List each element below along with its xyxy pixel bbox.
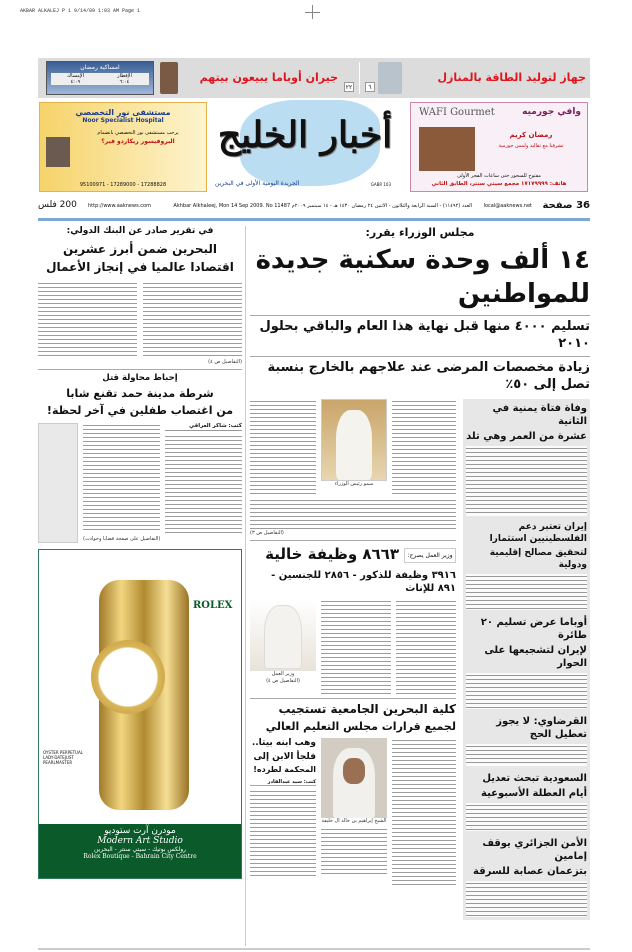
- main-area: [250, 226, 590, 920]
- print-slug: AKBAR ALKALEJ P 1 9/14/09 1:03 AM Page 1: [20, 8, 141, 14]
- ramadan-box: امساكية رمضان الإفطار ٦:٠٤ الإمساك ٤:٠٩: [46, 61, 154, 95]
- brief-item[interactable]: الأمن الجزائري يوقف إمامين بتزعمان عصابة للسرقة: [466, 837, 587, 917]
- bahrain-story: [38, 226, 242, 366]
- police-headline: من اغتصاب طفلين في آخر لحظة!: [46, 404, 234, 418]
- info-bar: [38, 200, 590, 214]
- teaser-page: ٦: [365, 82, 375, 92]
- promo-box: [38, 423, 78, 543]
- jobs-subheadline: ٣٩١٦ وظيفة للذكور - ٢٨٥٦ للجنسين - ٨٩١ للإناث: [271, 569, 456, 594]
- byline: كتب: شاكر العراقي: [165, 423, 242, 431]
- email-link[interactable]: local@aaknews.net: [483, 203, 532, 209]
- teaser-photo: [378, 62, 402, 94]
- header-rule: [38, 218, 590, 221]
- lead-story: [250, 226, 590, 393]
- page-count: 36 صفحة: [542, 200, 590, 211]
- wafi-photo: [419, 127, 475, 171]
- teaser-headline[interactable]: جهاز لتوليد الطاقة بالمنازل: [437, 71, 586, 84]
- crop-mark: [305, 12, 320, 13]
- bottom-rule: [38, 948, 590, 950]
- college-headline[interactable]: كلية البحرين الجامعية تستجيب: [278, 701, 456, 716]
- byline: كتب: سيد عبدالقادر: [250, 779, 316, 787]
- rolex-ad[interactable]: ROLEX OYSTER PERPETUAL LADY-DATEJUST PEARLMASTER مودرن آرت ستوديو Modern Art Studio رولكس بوتيك - سيتي سنتر - البحرين Rolex Boutique - Bahrain City Centre: [38, 549, 242, 879]
- college-headline: لجميع قرارات مجلس التعليم العالي: [265, 719, 456, 733]
- more-link[interactable]: (التفاصيل ص ٤): [208, 358, 242, 365]
- teaser-bar: [38, 58, 590, 98]
- wafi-ad[interactable]: WAFI Gourmet وافي جورميه رمضان كريم تشرفنا مع تقاليد ولمس جورمية مفتوح للسحور حتى ساعات الفجر الأولى هاتف: ١٧١٧٩٩٩٩ مجمع سيتي سنتر، الطابق الثاني: [410, 102, 588, 192]
- college-body: [392, 738, 456, 888]
- more-link[interactable]: (التفاصيل على صفحة قضايا وحوادث): [83, 535, 161, 542]
- photo-caption: وزير العمل: [271, 670, 295, 677]
- brief-item[interactable]: وفاة فتاة يمنية في الثانية عشرة من العمر وهي تلد: [466, 402, 587, 516]
- lead-kicker: مجلس الوزراء يقرر:: [365, 226, 475, 239]
- photo-caption: الشيخ إبراهيم بن خالد آل خليفة: [321, 817, 387, 824]
- teaser-page: ٢٢: [345, 84, 353, 91]
- more-link[interactable]: (التفاصيل ص ٣): [250, 530, 284, 537]
- brief-item[interactable]: القرضاوي: لا يجوز تعطيل الحج: [466, 715, 587, 766]
- masthead-title: أخبار الخليج: [217, 114, 393, 156]
- more-link[interactable]: (التفاصيل ص ٤): [266, 677, 300, 684]
- photo-caption: سمو رئيس الوزراء: [334, 481, 374, 488]
- lead-body: [392, 399, 456, 495]
- police-story: [38, 373, 242, 419]
- price: 200 فلس: [38, 200, 77, 210]
- hospital-ad[interactable]: مستشفى نور التخصصي Noor Specialist Hospital يرحب مستشفى نور التخصصي بانضمام البروفيسور ريكاردو فير؟ 95100971 - 17289000 - 17288828: [39, 102, 207, 192]
- jobs-body: [321, 599, 391, 695]
- court-story: وهب ابنه بيتا.. فلجأ الابن إلى المحكمة لطرده! كتب: سيد عبدالقادر: [250, 738, 316, 879]
- left-column: [38, 226, 242, 879]
- brief-item[interactable]: السعودية تبحث تعديل أيام العطلة الأسبوعية: [466, 772, 587, 831]
- lead-subheadline: تسليم ٤٠٠٠ منها قبل نهاية هذا العام والباقي بحلول ٢٠١٠: [259, 318, 590, 351]
- bahrain-kicker: في تقرير صادر عن البنك الدولي:: [66, 226, 214, 236]
- brief-item[interactable]: إيران تعتبر دعم الفلسطينيين استثمارا لتحقيق مصالح إقليمية ودولية: [466, 522, 587, 610]
- minister-photo: [250, 599, 316, 671]
- bahrain-headline: اقتصادا عالميا في إنجاز الأعمال: [46, 260, 234, 275]
- lead-headline[interactable]: ١٤ ألف وحدة سكنية جديدة للمواطنين: [255, 245, 590, 310]
- police-headline[interactable]: شرطة مدينة حمد تقنع شابا: [66, 386, 214, 400]
- issue-info: العدد (١١٤٩٢) - السنة الرابعة والثلاثون - الاثنين ٢٤ رمضان ١٤٣٠ هـ - ١٤ سبتمبر ٢٠٠٩م Akhbar Alkhaleej, Mon 14 Sep 2009. No 11487: [173, 203, 472, 209]
- jobs-headline[interactable]: ٨٦٦٣ وظيفة خالية: [265, 545, 399, 564]
- middle-column: [250, 399, 456, 887]
- jobs-story: [250, 545, 456, 595]
- lead-body: [250, 498, 456, 530]
- lead-subheadline: زيادة مخصصات المرضى عند علاجهم بالخارج بنسبة تصل إلى ٥٠٪: [267, 359, 590, 392]
- teaser-headline[interactable]: جيران أوباما يبيعون بيتهم: [199, 71, 338, 84]
- briefs-column: [463, 399, 590, 920]
- brief-item[interactable]: أوباما عرض تسليم ٢٠ طائرة لإيران لتشجيعها على الحوار: [466, 616, 587, 709]
- jobs-kicker: وزير العمل يصرح:: [404, 548, 456, 563]
- bahrain-headline[interactable]: البحرين ضمن أبرز عشرين: [62, 241, 218, 256]
- jobs-body: [396, 599, 456, 695]
- rolex-logo: ROLEX: [193, 599, 233, 611]
- masthead-tagline: الجريدة اليومية الأولى في البحرين: [215, 180, 300, 187]
- website-link[interactable]: http://www.aaknews.com: [88, 203, 151, 209]
- doctor-photo: [46, 137, 70, 167]
- pm-photo: [321, 399, 387, 481]
- sheikh-photo: [321, 738, 387, 818]
- column-divider: [245, 226, 246, 946]
- lead-body: [250, 399, 316, 495]
- masthead: أخبار الخليج الجريدة اليومية الأولى في البحرين GABR 103: [215, 100, 395, 194]
- police-kicker: إحباط محاولة قتل: [102, 372, 178, 383]
- teaser-photo: [160, 62, 178, 94]
- college-story: [250, 702, 456, 734]
